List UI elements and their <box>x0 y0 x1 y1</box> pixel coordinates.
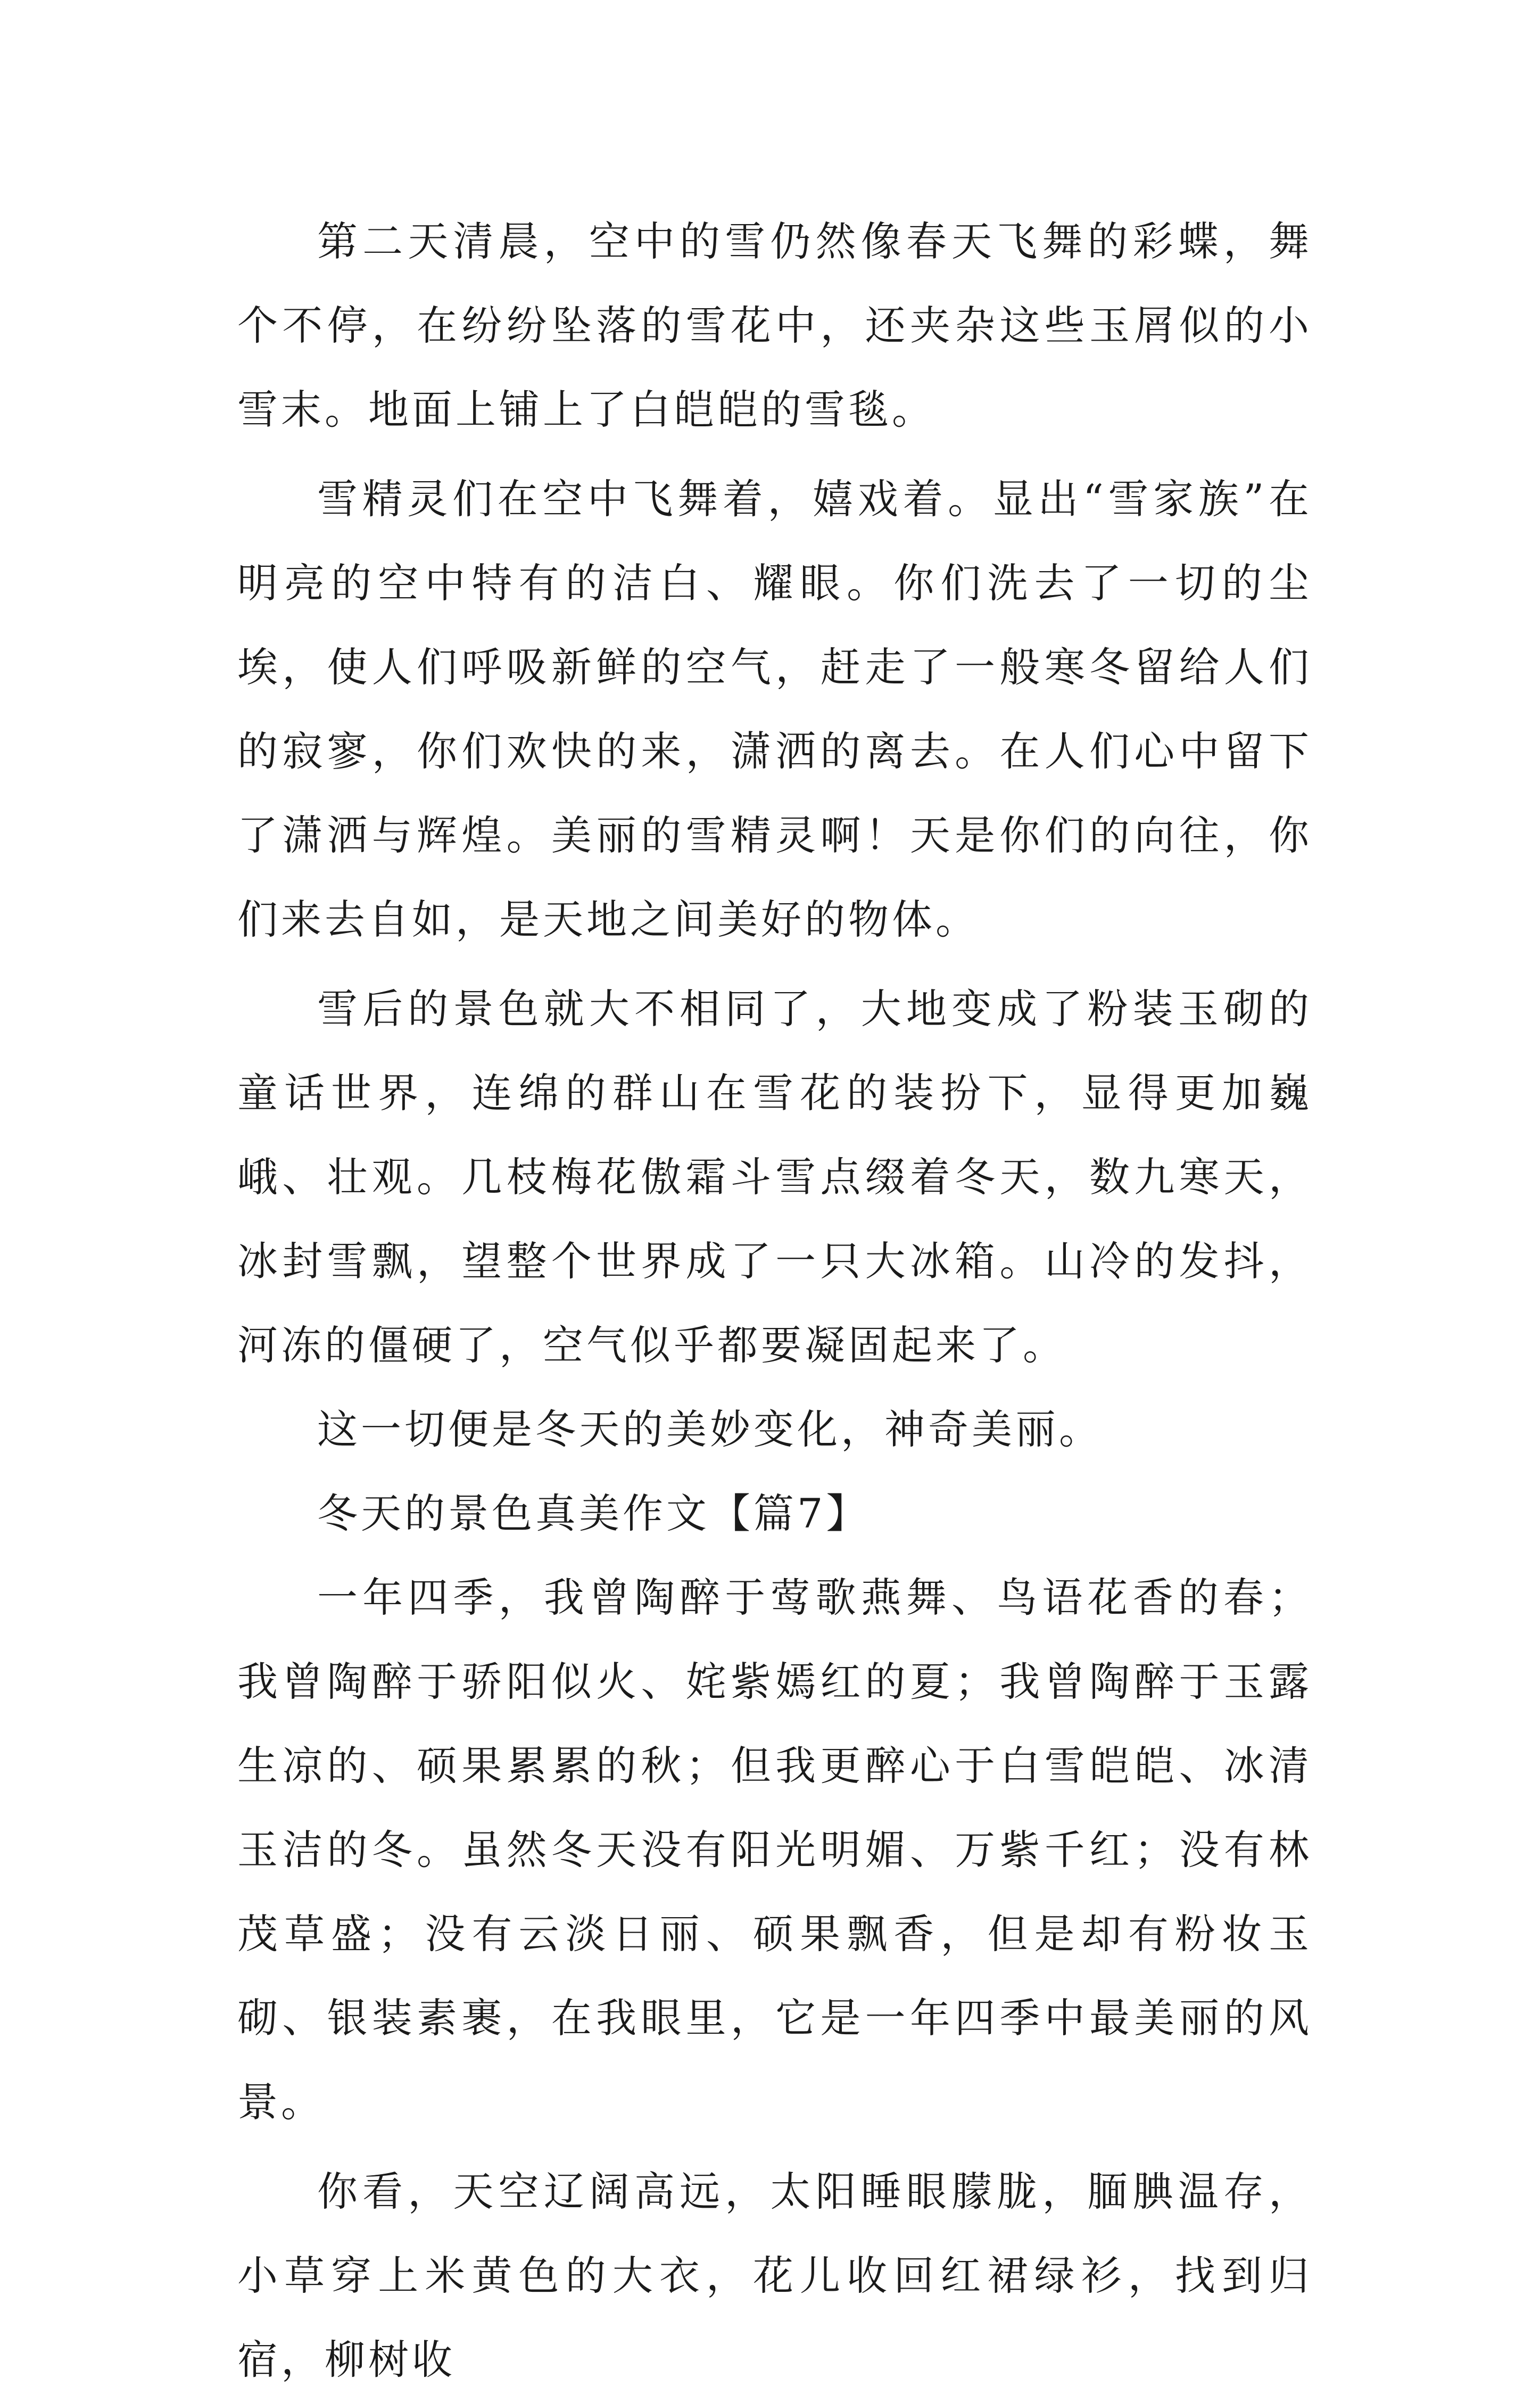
paragraph-morning-snow: 第二天清晨，空中的雪仍然像春天飞舞的彩蝶，舞个不停，在纷纷坠落的雪花中，还夹杂这些玉屑似的小雪末。地面上铺上了白皑皑的雪毯。 <box>237 218 1312 433</box>
paragraph-four-seasons: 一年四季，我曾陶醉于莺歌燕舞、鸟语花香的春；我曾陶醉于骄阳似火、姹紫嫣红的夏；我曾陶醉于玉露生凉的、硕果累累的秋；但我更醉心于白雪皑皑、冰清玉洁的冬。虽然冬天没有阳光明媚、万紫千红；没有林茂草盛；没有云淡日丽、硕果飘香，但是却有粉妆玉砌、银装素裹，在我眼里，它是一年四季中最美丽的风景。 <box>237 1574 1312 2126</box>
paragraph-after-snow: 雪后的景色就大不相同了，大地变成了粉装玉砌的童话世界，连绵的群山在雪花的装扮下，显得更加巍峨、壮观。几枝梅花傲霜斗雪点缀着冬天，数九寒天，冰封雪飘，望整个世界成了一只大冰箱。山冷的发抖，河冻的僵硬了，空气似乎都要凝固起来了。 <box>237 985 1312 1369</box>
paragraph-snow-spirits: 雪精灵们在空中飞舞着，嬉戏着。显出“雪家族”在明亮的空中特有的洁白、耀眼。你们洗去了一切的尘埃，使人们呼吸新鲜的空气，赶走了一般寒冬留给人们的寂寥，你们欢快的来，潇洒的离去。在人们心中留下了潇洒与辉煌。美丽的雪精灵啊！天是你们的向往，你们来去自如，是天地之间美好的物体。 <box>237 475 1312 943</box>
section-heading: 冬天的景色真美作文【篇7】 <box>317 1490 870 1537</box>
paragraph-winter-sky: 你看，天空辽阔高远，太阳睡眼朦胧，腼腆温存，小草穿上米黄色的大衣，花儿收回红裙绿衫，找到归宿，柳树收 <box>237 2168 1312 2383</box>
paragraph-winter-change: 这一切便是冬天的美妙变化，神奇美丽。 <box>317 1406 1103 1453</box>
document-body <box>237 200 1312 2402</box>
